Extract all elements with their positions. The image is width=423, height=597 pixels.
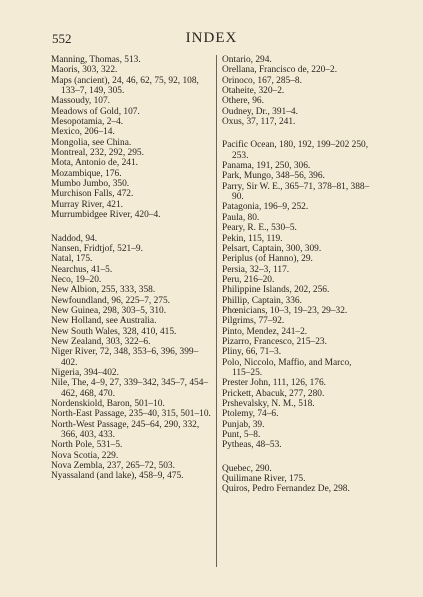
index-entry: Orellana, Francisco de, 220–2. — [222, 65, 338, 76]
index-entry: Maoris, 303, 322. — [51, 65, 118, 76]
index-entry: Panama, 191, 250, 306. — [222, 161, 311, 172]
index-entry: Nile, The, 4–9, 27, 339–342, 345–7, 454–462, 468, 470. — [51, 378, 209, 399]
index-entry: Quilimane River, 175. — [222, 474, 306, 485]
index-entry: Pacific Ocean, 180, 192, 199–202 250, 253. — [222, 140, 369, 161]
page-title: INDEX — [185, 30, 238, 46]
index-entry: Nova Scotia, 229. — [51, 450, 119, 461]
index-entry: Oudney, Dr., 391–4. — [222, 106, 298, 117]
index-entry: Natal, 175. — [51, 254, 93, 265]
index-entry: North-East Passage, 235–40, 315, 501–10. — [51, 409, 211, 420]
index-entry: New Guinea, 298, 303–5, 310. — [51, 305, 167, 316]
index-entry: Niger River, 72, 348, 353–6, 396, 399–402. — [51, 347, 199, 368]
index-entry: New Holland, see Australia. — [51, 316, 157, 327]
index-entry: Quebec, 290. — [222, 463, 272, 474]
index-entry: Prickett, Abacuk, 277, 280. — [222, 388, 325, 399]
index-entry: Phœnicians, 10–3, 19–23, 29–32. — [222, 305, 348, 316]
index-entry: Pilgrims, 77–92. — [222, 316, 285, 327]
index-entry: Pytheas, 48–53. — [222, 440, 282, 451]
index-entry: Mongolia, see China. — [51, 137, 132, 148]
index-entry: Quiros, Pedro Fernandez De, 298. — [222, 484, 350, 495]
index-entry: Manning, Thomas, 513. — [51, 55, 141, 65]
index-entry: Nearchus, 41–5. — [51, 264, 113, 275]
index-entry: Nigeria, 394–402. — [51, 367, 119, 378]
index-entry: Punjab, 39. — [222, 419, 265, 430]
index-entry: New South Wales, 328, 410, 415. — [51, 326, 177, 337]
index-entry: Park, Mungo, 348–56, 396. — [222, 171, 325, 182]
index-entry: Otaheite, 320–2. — [222, 86, 285, 97]
index-entry: Montreal, 232, 292, 295. — [51, 148, 144, 159]
index-entry: Orinoco, 167, 285–8. — [222, 75, 302, 86]
index-entry: Peary, R. E., 530–5. — [222, 223, 297, 234]
index-entry: Murchison Falls, 472. — [51, 189, 134, 200]
index-entry: Pizarro, Francesco, 215–23. — [222, 336, 327, 347]
index-entry: Neco, 19–20. — [51, 274, 102, 285]
index-entry: Murrumbidgee River, 420–4. — [51, 210, 161, 221]
index-entry: Pliny, 66, 71–3. — [222, 347, 282, 358]
index-entry: Mumbo Jumbo, 350. — [51, 179, 130, 190]
section-gap — [51, 221, 211, 234]
index-entry: Polo, Niccolo, Maffio, and Marco, 115–25. — [222, 357, 352, 378]
index-entry: Maps (ancient), 24, 46, 62, 75, 92, 108, 133–7, 149, 305. — [51, 75, 199, 97]
index-entry: Naddod, 94. — [51, 233, 98, 244]
index-entry: Nyassaland (and lake), 458–9, 475. — [51, 471, 184, 482]
index-entry: Philippine Islands, 202, 256. — [222, 285, 330, 296]
index-entry: Periplus (of Hanno), 29. — [222, 254, 313, 265]
index-entry: Ontario, 294. — [222, 55, 272, 65]
index-entry: Paula, 80. — [222, 212, 260, 223]
index-entry: Nova Zembla, 237, 265–72, 503. — [51, 461, 175, 472]
index-entry: North Pole, 531–5. — [51, 440, 123, 451]
index-entry: Nansen, Fridtjof, 521–9. — [51, 243, 143, 254]
index-entry: Peru, 216–20. — [222, 274, 275, 285]
index-entry: Persia, 32–3, 117. — [222, 264, 290, 275]
index-entry: North-West Passage, 245–64, 290, 332, 366, 403, 433. — [51, 419, 200, 441]
index-entry: Othere, 96. — [222, 96, 264, 107]
index-entry: Mesopotamia, 2–4. — [51, 117, 124, 128]
index-entry: Meadows of Gold, 107. — [51, 106, 140, 117]
index-column-right — [222, 55, 370, 495]
index-entry: Prshevalsky, N. M., 518. — [222, 399, 315, 409]
index-entry: Mota, Antonio de, 241. — [51, 158, 138, 169]
index-entry: Pelsart, Captain, 300, 309. — [222, 243, 322, 254]
index-entry: Punt, 5–8. — [222, 430, 261, 441]
index-entry: Massoudy, 107. — [51, 96, 111, 107]
index-entry: Ptolemy, 74–6. — [222, 409, 279, 420]
index-entry: Oxus, 37, 117, 241. — [222, 117, 296, 128]
section-gap — [222, 451, 370, 464]
index-entry: New Zealand, 303, 322–6. — [51, 336, 151, 347]
index-entry: Mexico, 206–14. — [51, 127, 115, 138]
column-divider — [216, 55, 217, 567]
index-entry: Patagonia, 196–9, 252. — [222, 202, 309, 213]
index-entry: Pinto, Mendez, 241–2. — [222, 326, 308, 337]
index-entry: Phillip, Captain, 336. — [222, 295, 302, 306]
index-entry: Prester John, 111, 126, 176. — [222, 378, 326, 389]
index-entry: Mozambique, 176. — [51, 168, 122, 179]
index-entry: Murray River, 421. — [51, 199, 124, 210]
index-column-left — [51, 55, 211, 482]
index-entry: Parry, Sir W. E., 365–71, 378–81, 388–90. — [222, 181, 370, 203]
section-gap — [222, 127, 370, 140]
index-entry: Newfoundland, 96, 225–7, 275. — [51, 295, 170, 306]
index-entry: Nordenskiold, Baron, 501–10. — [51, 399, 165, 409]
index-entry: New Albion, 255, 333, 358. — [51, 285, 156, 296]
index-entry: Pekin, 115, 119. — [222, 233, 283, 244]
page-number: 552 — [52, 31, 72, 46]
